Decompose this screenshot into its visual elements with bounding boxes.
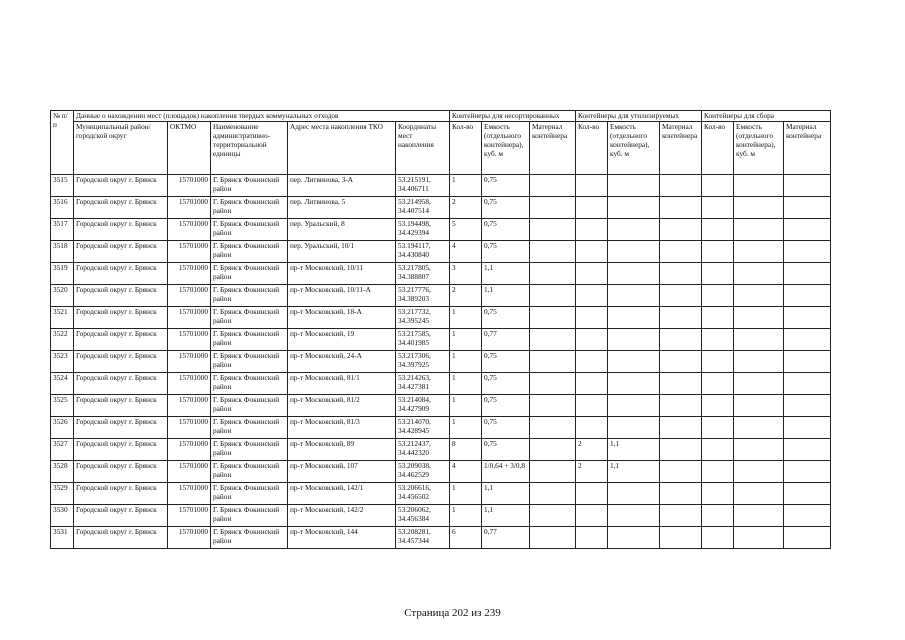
capacity-collect-cell	[734, 197, 784, 219]
material-recycle-cell	[660, 351, 702, 373]
address-cell: пр-т Московский, 81/2	[288, 395, 396, 417]
waste-sites-table	[50, 110, 831, 549]
address-cell: пр-т Московский, 142/2	[288, 505, 396, 527]
admin-unit-cell: Г. Брянск Фокинский район	[211, 285, 288, 307]
qty-recycle-cell	[576, 241, 608, 263]
coordinates-cell: 53.217585, 34.401985	[396, 329, 450, 351]
capacity-cell: 0,77	[482, 527, 530, 549]
row-number: 3520	[51, 285, 74, 307]
table-row	[51, 329, 831, 351]
capacity-recycle-cell	[608, 395, 660, 417]
coordinates-cell: 53.214084, 34.427909	[396, 395, 450, 417]
oktmo-cell: 15701000	[168, 483, 211, 505]
qty-recycle-cell	[576, 285, 608, 307]
qty-recycle-cell	[576, 307, 608, 329]
capacity-recycle-cell	[608, 285, 660, 307]
oktmo-cell: 15701000	[168, 307, 211, 329]
row-number: 3522	[51, 329, 74, 351]
capacity-collect-cell	[734, 241, 784, 263]
capacity-recycle-cell: 1,1	[608, 461, 660, 483]
capacity-cell: 1,1	[482, 263, 530, 285]
material-cell	[530, 197, 576, 219]
material-recycle-cell	[660, 527, 702, 549]
capacity-cell: 0,75	[482, 241, 530, 263]
capacity-cell: 1/0,64 + 3/0,8	[482, 461, 530, 483]
address-cell: пр-т Московский, 81/1	[288, 373, 396, 395]
district-cell: Городской округ г. Брянск	[74, 219, 168, 241]
qty-cell: 4	[450, 461, 482, 483]
row-number: 3523	[51, 351, 74, 373]
material-recycle-cell	[660, 461, 702, 483]
qty-cell: 2	[450, 285, 482, 307]
capacity-cell: 0,75	[482, 417, 530, 439]
coordinates-cell: 53.209038, 34.462529	[396, 461, 450, 483]
address-cell: пр-т Московский, 19	[288, 329, 396, 351]
oktmo-cell: 15701000	[168, 373, 211, 395]
row-number: 3515	[51, 175, 74, 197]
table-row	[51, 351, 831, 373]
coordinates-cell: 53.212437, 34.442320	[396, 439, 450, 461]
admin-unit-cell: Г. Брянск Фокинский район	[211, 395, 288, 417]
district-cell: Городской округ г. Брянск	[74, 285, 168, 307]
capacity-recycle-cell	[608, 351, 660, 373]
coordinates-cell: 53.217732, 34.395245	[396, 307, 450, 329]
table-row	[51, 307, 831, 329]
material-recycle-cell	[660, 197, 702, 219]
material-collect-cell	[784, 461, 831, 483]
row-number: 3531	[51, 527, 74, 549]
capacity-cell: 0,77	[482, 329, 530, 351]
material-cell	[530, 439, 576, 461]
capacity-recycle-cell	[608, 241, 660, 263]
material-cell	[530, 373, 576, 395]
district-cell: Городской округ г. Брянск	[74, 461, 168, 483]
qty-collect-cell	[702, 197, 734, 219]
district-cell: Городской округ г. Брянск	[74, 395, 168, 417]
coordinates-cell: 53.214958, 34.407514	[396, 197, 450, 219]
qty-collect-cell	[702, 219, 734, 241]
qty-recycle-cell	[576, 483, 608, 505]
header-group-location: Данные о нахождении мест (площадок) накопления твердых коммунальных отходов	[74, 111, 450, 122]
qty-collect-cell	[702, 175, 734, 197]
capacity-cell: 1,1	[482, 285, 530, 307]
coordinates-cell: 53.206616, 34.456502	[396, 483, 450, 505]
district-cell: Городской округ г. Брянск	[74, 527, 168, 549]
capacity-recycle-cell	[608, 307, 660, 329]
qty-recycle-cell	[576, 329, 608, 351]
admin-unit-cell: Г. Брянск Фокинский район	[211, 329, 288, 351]
qty-collect-cell	[702, 307, 734, 329]
capacity-collect-cell	[734, 219, 784, 241]
material-collect-cell	[784, 241, 831, 263]
material-recycle-cell	[660, 329, 702, 351]
oktmo-cell: 15701000	[168, 417, 211, 439]
capacity-recycle-cell	[608, 263, 660, 285]
header-capacity-collect: Емкость (отдельного контейнера), куб. м	[734, 122, 784, 175]
qty-recycle-cell	[576, 175, 608, 197]
admin-unit-cell: Г. Брянск Фокинский район	[211, 241, 288, 263]
material-recycle-cell	[660, 395, 702, 417]
qty-recycle-cell	[576, 263, 608, 285]
capacity-recycle-cell	[608, 483, 660, 505]
header-group-unsorted: Контейнеры для несортированных	[450, 111, 576, 122]
row-number: 3526	[51, 417, 74, 439]
row-number: 3525	[51, 395, 74, 417]
qty-recycle-cell: 2	[576, 439, 608, 461]
material-collect-cell	[784, 395, 831, 417]
coordinates-cell: 53.214263, 34.427381	[396, 373, 450, 395]
header-coordinates: Координаты мест накопления	[396, 122, 450, 175]
qty-collect-cell	[702, 461, 734, 483]
material-collect-cell	[784, 175, 831, 197]
capacity-cell: 0,75	[482, 439, 530, 461]
header-district: Муниципальный район/городской округ	[74, 122, 168, 175]
capacity-recycle-cell	[608, 329, 660, 351]
oktmo-cell: 15701000	[168, 285, 211, 307]
material-collect-cell	[784, 483, 831, 505]
qty-cell: 8	[450, 439, 482, 461]
admin-unit-cell: Г. Брянск Фокинский район	[211, 219, 288, 241]
material-recycle-cell	[660, 263, 702, 285]
qty-recycle-cell	[576, 219, 608, 241]
material-collect-cell	[784, 263, 831, 285]
district-cell: Городской округ г. Брянск	[74, 175, 168, 197]
table-row	[51, 395, 831, 417]
qty-cell: 2	[450, 197, 482, 219]
table-row	[51, 417, 831, 439]
district-cell: Городской округ г. Брянск	[74, 351, 168, 373]
capacity-collect-cell	[734, 175, 784, 197]
coordinates-cell: 53.194117, 34.430840	[396, 241, 450, 263]
capacity-collect-cell	[734, 417, 784, 439]
district-cell: Городской округ г. Брянск	[74, 505, 168, 527]
admin-unit-cell: Г. Брянск Фокинский район	[211, 505, 288, 527]
admin-unit-cell: Г. Брянск Фокинский район	[211, 351, 288, 373]
row-number: 3524	[51, 373, 74, 395]
district-cell: Городской округ г. Брянск	[74, 197, 168, 219]
capacity-recycle-cell	[608, 219, 660, 241]
header-oktmo: ОКТМО	[168, 122, 211, 175]
capacity-collect-cell	[734, 439, 784, 461]
oktmo-cell: 15701000	[168, 351, 211, 373]
table-row	[51, 505, 831, 527]
material-collect-cell	[784, 373, 831, 395]
material-cell	[530, 461, 576, 483]
capacity-recycle-cell	[608, 505, 660, 527]
material-recycle-cell	[660, 417, 702, 439]
material-collect-cell	[784, 439, 831, 461]
capacity-collect-cell	[734, 483, 784, 505]
capacity-cell: 0,75	[482, 307, 530, 329]
address-cell: пер. Уральский, 10/1	[288, 241, 396, 263]
capacity-collect-cell	[734, 527, 784, 549]
qty-collect-cell	[702, 483, 734, 505]
address-cell: пр-т Московский, 18-А	[288, 307, 396, 329]
qty-collect-cell	[702, 351, 734, 373]
material-cell	[530, 175, 576, 197]
material-cell	[530, 395, 576, 417]
oktmo-cell: 15701000	[168, 263, 211, 285]
material-cell	[530, 505, 576, 527]
table-body	[51, 175, 831, 549]
admin-unit-cell: Г. Брянск Фокинский район	[211, 417, 288, 439]
admin-unit-cell: Г. Брянск Фокинский район	[211, 527, 288, 549]
coordinates-cell: 53.194498, 34.429394	[396, 219, 450, 241]
material-recycle-cell	[660, 241, 702, 263]
header-admin-unit: Наименование административно-территориальной единицы	[211, 122, 288, 175]
qty-collect-cell	[702, 527, 734, 549]
material-recycle-cell	[660, 373, 702, 395]
address-cell: пр-т Московский, 142/1	[288, 483, 396, 505]
material-collect-cell	[784, 417, 831, 439]
oktmo-cell: 15701000	[168, 197, 211, 219]
capacity-cell: 0,75	[482, 373, 530, 395]
coordinates-cell: 53.208281, 34.457344	[396, 527, 450, 549]
material-cell	[530, 329, 576, 351]
address-cell: пр-т Московский, 10/11	[288, 263, 396, 285]
table-row	[51, 219, 831, 241]
qty-cell: 1	[450, 351, 482, 373]
table-row	[51, 483, 831, 505]
oktmo-cell: 15701000	[168, 175, 211, 197]
capacity-cell: 0,75	[482, 395, 530, 417]
capacity-collect-cell	[734, 285, 784, 307]
capacity-recycle-cell: 1,1	[608, 439, 660, 461]
material-recycle-cell	[660, 505, 702, 527]
oktmo-cell: 15701000	[168, 395, 211, 417]
row-number: 3518	[51, 241, 74, 263]
capacity-cell: 1,1	[482, 505, 530, 527]
table-row	[51, 527, 831, 549]
header-material-collect: Материал контейнера	[784, 122, 831, 175]
coordinates-cell: 53.214070, 34.428945	[396, 417, 450, 439]
qty-collect-cell	[702, 285, 734, 307]
qty-recycle-cell	[576, 417, 608, 439]
qty-cell: 1	[450, 395, 482, 417]
capacity-collect-cell	[734, 263, 784, 285]
material-recycle-cell	[660, 285, 702, 307]
qty-collect-cell	[702, 395, 734, 417]
oktmo-cell: 15701000	[168, 527, 211, 549]
qty-collect-cell	[702, 505, 734, 527]
qty-recycle-cell: 2	[576, 461, 608, 483]
district-cell: Городской округ г. Брянск	[74, 439, 168, 461]
oktmo-cell: 15701000	[168, 219, 211, 241]
capacity-cell: 0,75	[482, 219, 530, 241]
address-cell: пер. Литвинова, 3-А	[288, 175, 396, 197]
table-header	[51, 111, 831, 175]
qty-recycle-cell	[576, 197, 608, 219]
qty-cell: 4	[450, 241, 482, 263]
table-row	[51, 197, 831, 219]
address-cell: пр-т Московский, 24-А	[288, 351, 396, 373]
capacity-collect-cell	[734, 307, 784, 329]
material-collect-cell	[784, 219, 831, 241]
address-cell: пер. Уральский, 8	[288, 219, 396, 241]
capacity-collect-cell	[734, 373, 784, 395]
qty-collect-cell	[702, 263, 734, 285]
row-number: 3521	[51, 307, 74, 329]
material-cell	[530, 417, 576, 439]
capacity-recycle-cell	[608, 527, 660, 549]
table-row	[51, 263, 831, 285]
qty-cell: 1	[450, 307, 482, 329]
page-number: Страница 202 из 239	[404, 607, 501, 619]
address-cell: пр-т Московский, 81/3	[288, 417, 396, 439]
qty-collect-cell	[702, 329, 734, 351]
header-material: Материал контейнера	[530, 122, 576, 175]
capacity-cell: 1,1	[482, 483, 530, 505]
qty-cell: 5	[450, 219, 482, 241]
header-group-recyclable: Контейнеры для утилизируемых	[576, 111, 702, 122]
admin-unit-cell: Г. Брянск Фокинский район	[211, 461, 288, 483]
oktmo-cell: 15701000	[168, 505, 211, 527]
qty-recycle-cell	[576, 373, 608, 395]
header-qty-recycle: Кол-во	[576, 122, 608, 175]
district-cell: Городской округ г. Брянск	[74, 417, 168, 439]
address-cell: пр-т Московский, 10/11-А	[288, 285, 396, 307]
row-number: 3530	[51, 505, 74, 527]
admin-unit-cell: Г. Брянск Фокинский район	[211, 483, 288, 505]
capacity-recycle-cell	[608, 417, 660, 439]
capacity-recycle-cell	[608, 197, 660, 219]
table-row	[51, 373, 831, 395]
coordinates-cell: 53.217306, 34.397925	[396, 351, 450, 373]
capacity-recycle-cell	[608, 175, 660, 197]
admin-unit-cell: Г. Брянск Фокинский район	[211, 307, 288, 329]
material-cell	[530, 483, 576, 505]
oktmo-cell: 15701000	[168, 329, 211, 351]
admin-unit-cell: Г. Брянск Фокинский район	[211, 175, 288, 197]
address-cell: пер. Литвинова, 5	[288, 197, 396, 219]
coordinates-cell: 53.217805, 34.388807	[396, 263, 450, 285]
oktmo-cell: 15701000	[168, 461, 211, 483]
qty-cell: 6	[450, 527, 482, 549]
district-cell: Городской округ г. Брянск	[74, 373, 168, 395]
district-cell: Городской округ г. Брянск	[74, 241, 168, 263]
row-number: 3529	[51, 483, 74, 505]
qty-cell: 1	[450, 505, 482, 527]
row-number: 3519	[51, 263, 74, 285]
material-cell	[530, 307, 576, 329]
header-group-collection: Контейнеры для сбора	[702, 111, 831, 122]
header-address: Адрес места накопления ТКО	[288, 122, 396, 175]
capacity-collect-cell	[734, 351, 784, 373]
table-row	[51, 439, 831, 461]
row-number: 3528	[51, 461, 74, 483]
material-cell	[530, 527, 576, 549]
material-cell	[530, 219, 576, 241]
capacity-cell: 0,75	[482, 175, 530, 197]
coordinates-cell: 53.215191, 34.406711	[396, 175, 450, 197]
capacity-recycle-cell	[608, 373, 660, 395]
capacity-collect-cell	[734, 505, 784, 527]
oktmo-cell: 15701000	[168, 241, 211, 263]
material-cell	[530, 241, 576, 263]
header-qty: Кол-во	[450, 122, 482, 175]
material-collect-cell	[784, 307, 831, 329]
district-cell: Городской округ г. Брянск	[74, 329, 168, 351]
capacity-collect-cell	[734, 329, 784, 351]
qty-cell: 1	[450, 175, 482, 197]
header-capacity: Емкость (отдельного контейнера), куб. м	[482, 122, 530, 175]
qty-recycle-cell	[576, 505, 608, 527]
capacity-collect-cell	[734, 461, 784, 483]
district-cell: Городской округ г. Брянск	[74, 483, 168, 505]
admin-unit-cell: Г. Брянск Фокинский район	[211, 439, 288, 461]
qty-cell: 1	[450, 483, 482, 505]
capacity-collect-cell	[734, 395, 784, 417]
qty-collect-cell	[702, 373, 734, 395]
header-material-recycle: Материал контейнера	[660, 122, 702, 175]
admin-unit-cell: Г. Брянск Фокинский район	[211, 197, 288, 219]
qty-cell: 1	[450, 329, 482, 351]
table-row	[51, 461, 831, 483]
district-cell: Городской округ г. Брянск	[74, 263, 168, 285]
qty-collect-cell	[702, 241, 734, 263]
address-cell: пр-т Московский, 144	[288, 527, 396, 549]
table-row	[51, 175, 831, 197]
row-number: 3527	[51, 439, 74, 461]
capacity-cell: 0,75	[482, 197, 530, 219]
material-collect-cell	[784, 505, 831, 527]
material-recycle-cell	[660, 439, 702, 461]
admin-unit-cell: Г. Брянск Фокинский район	[211, 263, 288, 285]
qty-cell: 3	[450, 263, 482, 285]
qty-recycle-cell	[576, 351, 608, 373]
admin-unit-cell: Г. Брянск Фокинский район	[211, 373, 288, 395]
capacity-cell: 0,75	[482, 351, 530, 373]
header-qty-collect: Кол-во	[702, 122, 734, 175]
material-collect-cell	[784, 197, 831, 219]
row-number: 3516	[51, 197, 74, 219]
address-cell: пр-т Московский, 107	[288, 461, 396, 483]
header-capacity-recycle: Емкость (отдельного контейнера), куб. м	[608, 122, 660, 175]
qty-collect-cell	[702, 417, 734, 439]
material-cell	[530, 285, 576, 307]
material-recycle-cell	[660, 483, 702, 505]
material-collect-cell	[784, 285, 831, 307]
material-recycle-cell	[660, 175, 702, 197]
address-cell: пр-т Московский, 89	[288, 439, 396, 461]
coordinates-cell: 53.206062, 34.456384	[396, 505, 450, 527]
qty-collect-cell	[702, 439, 734, 461]
table-row	[51, 241, 831, 263]
district-cell: Городской округ г. Брянск	[74, 307, 168, 329]
qty-cell: 1	[450, 417, 482, 439]
material-collect-cell	[784, 527, 831, 549]
material-collect-cell	[784, 329, 831, 351]
material-recycle-cell	[660, 307, 702, 329]
material-recycle-cell	[660, 219, 702, 241]
row-number: 3517	[51, 219, 74, 241]
material-cell	[530, 351, 576, 373]
qty-recycle-cell	[576, 527, 608, 549]
table-row	[51, 285, 831, 307]
oktmo-cell: 15701000	[168, 439, 211, 461]
material-cell	[530, 263, 576, 285]
qty-cell: 1	[450, 373, 482, 395]
coordinates-cell: 53.217776, 34.389203	[396, 285, 450, 307]
material-collect-cell	[784, 351, 831, 373]
header-num: № п/п	[51, 111, 74, 175]
qty-recycle-cell	[576, 395, 608, 417]
